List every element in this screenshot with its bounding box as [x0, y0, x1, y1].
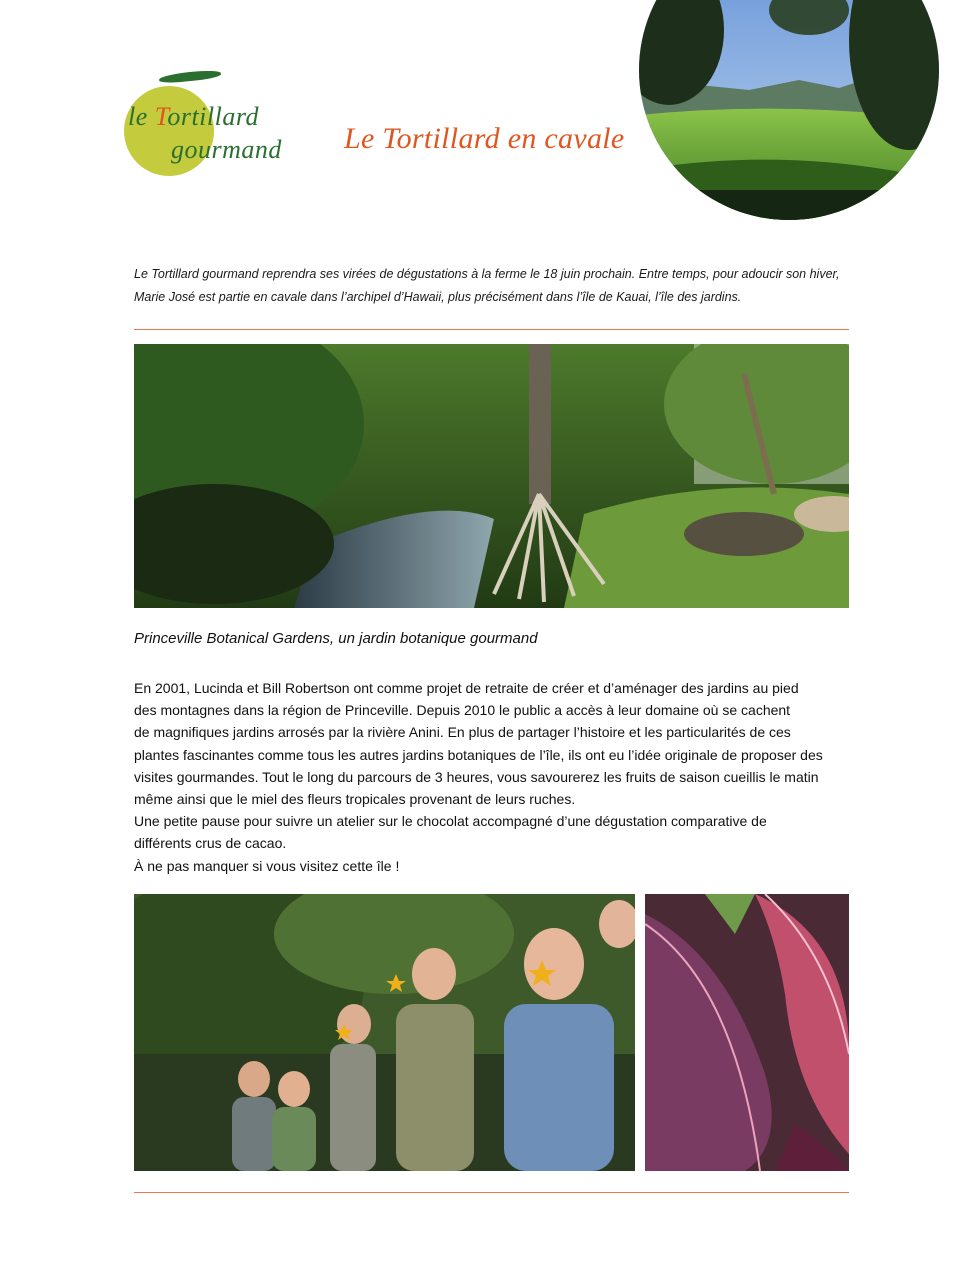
- logo-text-line2: gourmand: [171, 135, 282, 164]
- body-line: des montagnes dans la région de Princeville. Depuis 2010 le public a accès à leur domaine où se cachent: [134, 702, 791, 719]
- page-title: Le Tortillard en cavale: [344, 122, 625, 155]
- logo: [124, 72, 314, 180]
- logo-text-line1: le Tortillard: [128, 102, 260, 131]
- photo-caption: Princeville Botanical Gardens, un jardin botanique gourmand: [134, 630, 538, 647]
- body-line: En 2001, Lucinda et Bill Robertson ont comme projet de retraite de créer et d’aménager des jardins au pied: [134, 680, 799, 696]
- logo-leaf-icon: [159, 69, 222, 84]
- intro-line: Le Tortillard gourmand reprendra ses virées de dégustations à la ferme le 18 juin prochain. Entre temps, pour adoucir son hiver,: [134, 267, 840, 281]
- divider: [134, 1192, 849, 1193]
- golf-course-photo: [639, 0, 939, 220]
- botanical-garden-photo: [134, 344, 849, 608]
- body-line: Une petite pause pour suivre un atelier sur le chocolat accompagné d’une dégustation comparative de: [134, 813, 767, 830]
- body-line: différents crus de cacao.: [134, 835, 287, 852]
- article-body: [134, 677, 854, 877]
- divider: [134, 329, 849, 330]
- body-line: plantes fascinantes comme tous les autres jardins botaniques de l’île, ils ont eu l’idée originale de proposer des: [134, 746, 823, 763]
- visitors-starfruit-photo: [134, 894, 635, 1171]
- red-leaves-photo: [645, 894, 849, 1171]
- body-line: À ne pas manquer si vous visitez cette île !: [134, 857, 400, 874]
- intro-paragraph: [134, 263, 854, 309]
- body-line: visites gourmandes. Tout le long du parcours de 3 heures, vous savourerez les fruits de saison cueillis le matin: [134, 768, 819, 785]
- body-line: de magnifiques jardins arrosés par la rivière Anini. En plus de partager l’histoire et les particularités de ces: [134, 724, 791, 741]
- body-line: même ainsi que le miel des fleurs tropicales provenant de leurs ruches.: [134, 791, 576, 808]
- intro-line: Marie José est partie en cavale dans l’archipel d’Hawaii, plus précisément dans l’île de Kauai, l’île des jardins.: [134, 290, 742, 304]
